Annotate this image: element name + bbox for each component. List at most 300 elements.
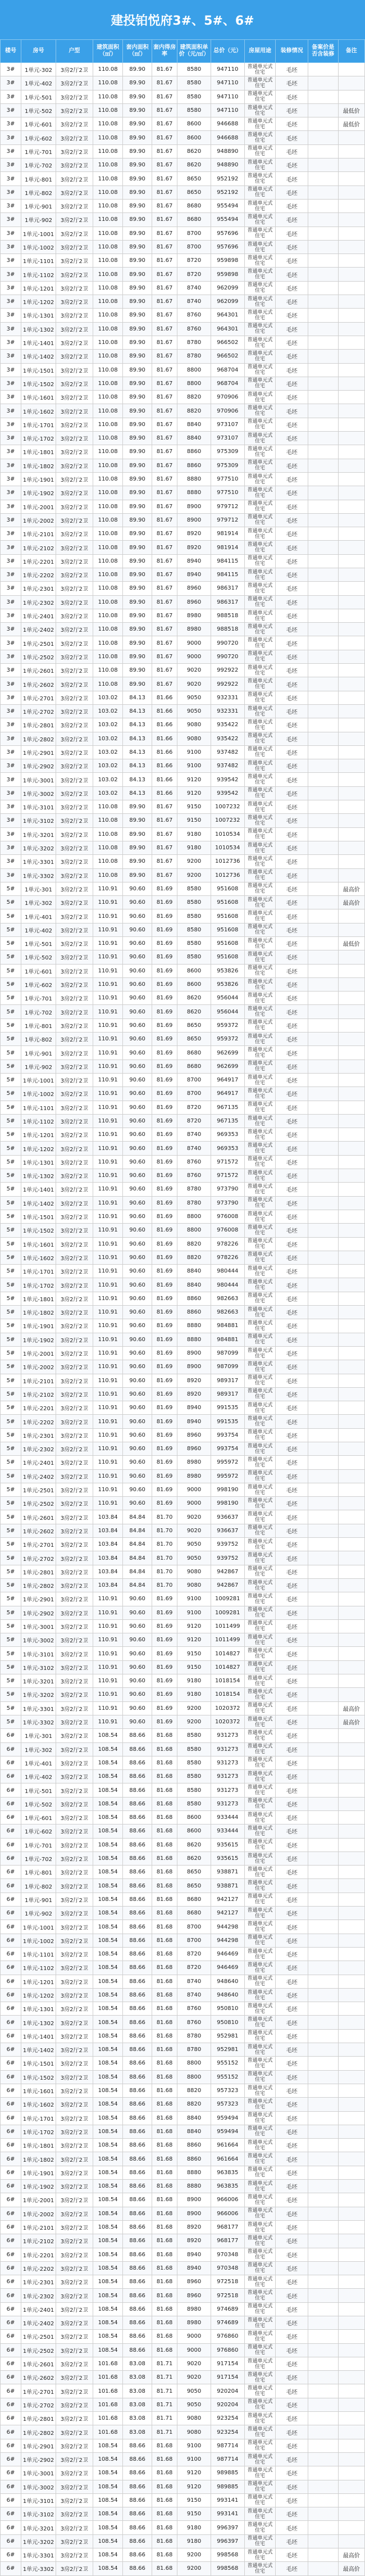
cell-decoration: 毛坯 <box>276 677 308 691</box>
cell-inner-area: 90.60 <box>123 1456 152 1469</box>
table-row <box>1 281 365 295</box>
cell-build-area: 110.08 <box>93 63 123 76</box>
cell-inner-ratio: 81.67 <box>152 500 177 513</box>
table-row <box>1 2275 365 2289</box>
cell-build-area: 108.54 <box>93 2111 123 2125</box>
cell-build-area: 108.54 <box>93 2070 123 2084</box>
cell-layout: 3房2厅2卫 <box>56 2220 93 2234</box>
cell-build-area: 110.91 <box>93 1387 123 1401</box>
cell-price-incl-deco <box>308 281 338 295</box>
cell-room: 1单元-3302 <box>21 2562 56 2575</box>
cell-building: 3# <box>1 445 21 459</box>
cell-room: 1单元-2202 <box>21 2261 56 2275</box>
cell-layout: 3房2厅2卫 <box>56 2452 93 2466</box>
table-row <box>1 568 365 581</box>
cell-usage: 普通单元式住宅 <box>244 1551 276 1565</box>
cell-building: 5# <box>1 1018 21 1032</box>
cell-inner-area: 90.60 <box>123 1278 152 1292</box>
cell-remark <box>338 363 364 377</box>
cell-inner-area: 88.66 <box>123 1742 152 1756</box>
cell-decoration: 毛坯 <box>276 1851 308 1865</box>
cell-build-area: 110.91 <box>93 1715 123 1728</box>
cell-room: 1单元-601 <box>21 964 56 977</box>
cell-build-area: 108.54 <box>93 2180 123 2193</box>
cell-inner-area: 83.08 <box>123 2371 152 2384</box>
cell-inner-ratio: 81.67 <box>152 404 177 418</box>
cell-price-incl-deco <box>308 445 338 459</box>
cell-room: 1单元-3002 <box>21 786 56 800</box>
cell-layout: 3房2厅2卫 <box>56 1961 93 1975</box>
cell-layout: 3房2厅2卫 <box>56 1278 93 1292</box>
cell-decoration: 毛坯 <box>276 445 308 459</box>
cell-inner-ratio: 81.67 <box>152 513 177 527</box>
cell-remark <box>338 254 364 268</box>
table-row <box>1 2466 365 2480</box>
cell-usage: 普通单元式住宅 <box>244 1333 276 1346</box>
cell-inner-ratio: 81.67 <box>152 336 177 349</box>
cell-build-area: 108.54 <box>93 1742 123 1756</box>
cell-inner-ratio: 81.70 <box>152 1551 177 1565</box>
cell-inner-ratio: 81.68 <box>152 1934 177 1947</box>
cell-decoration: 毛坯 <box>276 2384 308 2398</box>
cell-room: 1单元-2902 <box>21 2452 56 2466</box>
cell-remark <box>338 2425 364 2439</box>
cell-inner-ratio: 81.71 <box>152 2384 177 2398</box>
cell-price-incl-deco <box>308 1934 338 1947</box>
cell-usage: 普通单元式住宅 <box>244 227 276 240</box>
cell-remark <box>338 1797 364 1810</box>
cell-decoration: 毛坯 <box>276 691 308 704</box>
cell-build-area: 110.91 <box>93 1360 123 1374</box>
cell-decoration: 毛坯 <box>276 1497 308 1510</box>
table-row <box>1 527 365 541</box>
cell-layout: 3房2厅2卫 <box>56 377 93 390</box>
cell-price-incl-deco <box>308 896 338 909</box>
cell-build-area: 110.91 <box>93 923 123 936</box>
table-row <box>1 513 365 527</box>
cell-usage: 普通单元式住宅 <box>244 1783 276 1797</box>
cell-decoration: 毛坯 <box>276 650 308 663</box>
cell-remark <box>338 2330 364 2343</box>
cell-unit-price: 9180 <box>177 841 211 854</box>
cell-decoration: 毛坯 <box>276 103 308 117</box>
cell-inner-ratio: 81.67 <box>152 541 177 554</box>
cell-layout: 3房2厅2卫 <box>56 363 93 377</box>
cell-usage: 普通单元式住宅 <box>244 1756 276 1769</box>
cell-price-incl-deco <box>308 2275 338 2289</box>
cell-usage: 普通单元式住宅 <box>244 117 276 131</box>
cell-price-incl-deco <box>308 268 338 281</box>
table-row <box>1 336 365 349</box>
cell-inner-ratio: 81.69 <box>152 1606 177 1619</box>
cell-room: 1单元-1602 <box>21 2098 56 2111</box>
cell-price-incl-deco <box>308 2521 338 2534</box>
cell-inner-ratio: 81.69 <box>152 1018 177 1032</box>
cell-remark <box>338 1306 364 1319</box>
cell-build-area: 108.54 <box>93 1797 123 1810</box>
cell-room: 1单元-402 <box>21 1770 56 1783</box>
cell-build-area: 110.91 <box>93 1033 123 1046</box>
cell-inner-area: 90.60 <box>123 1701 152 1715</box>
table-row <box>1 2412 365 2425</box>
table-row <box>1 213 365 227</box>
cell-remark <box>338 2439 364 2452</box>
cell-price-incl-deco <box>308 868 338 882</box>
cell-decoration: 毛坯 <box>276 1811 308 1825</box>
table-row <box>1 2166 365 2179</box>
cell-price-incl-deco <box>308 1797 338 1810</box>
cell-inner-area: 90.60 <box>123 909 152 923</box>
cell-inner-ratio: 81.68 <box>152 2220 177 2234</box>
cell-room: 1单元-2302 <box>21 595 56 609</box>
cell-building: 6# <box>1 2057 21 2070</box>
cell-total-price: 944298 <box>211 1920 244 1934</box>
cell-price-incl-deco <box>308 1783 338 1797</box>
cell-inner-area: 83.08 <box>123 2384 152 2398</box>
cell-total-price: 955152 <box>211 2057 244 2070</box>
cell-build-area: 108.54 <box>93 2316 123 2329</box>
cell-building: 5# <box>1 1551 21 1565</box>
cell-total-price: 955494 <box>211 199 244 212</box>
cell-remark <box>338 1210 364 1223</box>
cell-build-area: 110.91 <box>93 1606 123 1619</box>
cell-remark <box>338 1360 364 1374</box>
cell-inner-area: 90.60 <box>123 1210 152 1223</box>
cell-remark <box>338 1660 364 1674</box>
cell-inner-ratio: 81.68 <box>152 1783 177 1797</box>
cell-usage: 普通单元式住宅 <box>244 636 276 650</box>
cell-unit-price: 9000 <box>177 1497 211 1510</box>
cell-total-price: 931273 <box>211 1783 244 1797</box>
cell-remark <box>338 964 364 977</box>
cell-building: 5# <box>1 1142 21 1155</box>
cell-build-area: 110.91 <box>93 1046 123 1060</box>
cell-build-area: 108.54 <box>93 2466 123 2480</box>
cell-price-incl-deco <box>308 1101 338 1114</box>
cell-unit-price: 8580 <box>177 923 211 936</box>
cell-inner-ratio: 81.69 <box>152 1360 177 1374</box>
cell-inner-ratio: 81.69 <box>152 1237 177 1251</box>
cell-inner-area: 84.13 <box>123 718 152 732</box>
cell-total-price: 998568 <box>211 2562 244 2575</box>
cell-usage: 普通单元式住宅 <box>244 2316 276 2329</box>
cell-decoration: 毛坯 <box>276 1087 308 1101</box>
cell-price-incl-deco <box>308 773 338 786</box>
cell-total-price: 946469 <box>211 1961 244 1975</box>
cell-decoration: 毛坯 <box>276 500 308 513</box>
cell-remark <box>338 992 364 1005</box>
cell-inner-ratio: 81.66 <box>152 773 177 786</box>
cell-room: 1单元-1902 <box>21 486 56 500</box>
cell-remark <box>338 172 364 185</box>
cell-remark <box>338 1619 364 1633</box>
cell-decoration: 毛坯 <box>276 1456 308 1469</box>
cell-remark <box>338 1128 364 1142</box>
cell-unit-price: 8580 <box>177 1770 211 1783</box>
cell-inner-area: 89.90 <box>123 554 152 568</box>
cell-build-area: 110.91 <box>93 909 123 923</box>
cell-room: 1单元-3302 <box>21 1715 56 1728</box>
table-row <box>1 185 365 199</box>
cell-total-price: 988518 <box>211 609 244 622</box>
cell-inner-ratio: 81.68 <box>152 2261 177 2275</box>
cell-build-area: 108.54 <box>93 2507 123 2521</box>
cell-layout: 3房2厅2卫 <box>56 2316 93 2329</box>
cell-layout: 3房2厅2卫 <box>56 2521 93 2534</box>
cell-room: 1单元-1402 <box>21 1196 56 1210</box>
cell-inner-ratio: 81.67 <box>152 650 177 663</box>
cell-usage: 普通单元式住宅 <box>244 2493 276 2507</box>
cell-build-area: 108.54 <box>93 1988 123 2002</box>
cell-decoration: 毛坯 <box>276 309 308 322</box>
cell-remark <box>338 513 364 527</box>
cell-usage: 普通单元式住宅 <box>244 1510 276 1524</box>
cell-room: 1单元-2001 <box>21 2193 56 2207</box>
cell-unit-price: 8980 <box>177 623 211 636</box>
cell-price-incl-deco <box>308 1920 338 1934</box>
cell-inner-area: 88.66 <box>123 2029 152 2043</box>
table-row <box>1 1538 365 1551</box>
cell-build-area: 110.91 <box>93 1346 123 1360</box>
table-row <box>1 2548 365 2562</box>
cell-building: 5# <box>1 1401 21 1415</box>
cell-total-price: 951608 <box>211 909 244 923</box>
cell-remark <box>338 1975 364 1988</box>
cell-usage: 普通单元式住宅 <box>244 2480 276 2493</box>
cell-usage: 普通单元式住宅 <box>244 2111 276 2125</box>
cell-usage: 普通单元式住宅 <box>244 309 276 322</box>
cell-building: 5# <box>1 1196 21 1210</box>
cell-inner-ratio: 81.68 <box>152 1825 177 1838</box>
cell-total-price: 970906 <box>211 404 244 418</box>
cell-room: 1单元-301 <box>21 882 56 895</box>
cell-building: 3# <box>1 827 21 841</box>
cell-price-incl-deco <box>308 1647 338 1660</box>
cell-layout: 3房2厅2卫 <box>56 1879 93 1893</box>
cell-build-area: 110.08 <box>93 841 123 854</box>
cell-decoration: 毛坯 <box>276 213 308 227</box>
cell-price-incl-deco <box>308 2425 338 2439</box>
cell-inner-ratio: 81.67 <box>152 459 177 472</box>
cell-building: 3# <box>1 704 21 718</box>
cell-total-price: 955152 <box>211 2070 244 2084</box>
cell-room: 1单元-3001 <box>21 2466 56 2480</box>
cell-remark <box>338 1183 364 1196</box>
table-row <box>1 1934 365 1947</box>
table-row <box>1 1415 365 1428</box>
cell-usage: 普通单元式住宅 <box>244 90 276 103</box>
cell-remark <box>338 1783 364 1797</box>
cell-unit-price: 8860 <box>177 459 211 472</box>
cell-usage: 普通单元式住宅 <box>244 950 276 964</box>
cell-build-area: 110.08 <box>93 117 123 131</box>
cell-decoration: 毛坯 <box>276 336 308 349</box>
cell-unit-price: 8600 <box>177 1825 211 1838</box>
cell-total-price: 931273 <box>211 1770 244 1783</box>
cell-price-incl-deco <box>308 472 338 486</box>
cell-remark <box>338 1060 364 1073</box>
cell-inner-area: 88.66 <box>123 2289 152 2302</box>
cell-usage: 普通单元式住宅 <box>244 295 276 309</box>
cell-remark <box>338 336 364 349</box>
cell-build-area: 108.54 <box>93 2207 123 2220</box>
cell-build-area: 108.54 <box>93 2261 123 2275</box>
cell-decoration: 毛坯 <box>276 1169 308 1183</box>
cell-decoration: 毛坯 <box>276 486 308 500</box>
cell-usage: 普通单元式住宅 <box>244 677 276 691</box>
cell-building: 6# <box>1 2152 21 2166</box>
table-row <box>1 377 365 390</box>
cell-price-incl-deco <box>308 2098 338 2111</box>
cell-room: 1单元-2502 <box>21 2343 56 2357</box>
cell-usage: 普通单元式住宅 <box>244 486 276 500</box>
cell-usage: 普通单元式住宅 <box>244 1169 276 1183</box>
cell-total-price: 967135 <box>211 1101 244 1114</box>
cell-usage: 普通单元式住宅 <box>244 2343 276 2357</box>
cell-remark <box>338 718 364 732</box>
table-row <box>1 500 365 513</box>
table-row <box>1 1578 365 1592</box>
cell-room: 1单元-1402 <box>21 2043 56 2057</box>
cell-layout: 3房2厅2卫 <box>56 1701 93 1715</box>
cell-inner-area: 88.66 <box>123 2466 152 2480</box>
cell-total-price: 1010534 <box>211 827 244 841</box>
cell-total-price: 969353 <box>211 1128 244 1142</box>
cell-total-price: 971572 <box>211 1169 244 1183</box>
cell-total-price: 937482 <box>211 745 244 759</box>
cell-inner-ratio: 81.67 <box>152 595 177 609</box>
cell-build-area: 108.54 <box>93 2289 123 2302</box>
cell-inner-ratio: 81.68 <box>152 2480 177 2493</box>
cell-unit-price: 8880 <box>177 2180 211 2193</box>
cell-decoration: 毛坯 <box>276 1333 308 1346</box>
cell-decoration: 毛坯 <box>276 1920 308 1934</box>
cell-layout: 3房2厅2卫 <box>56 1538 93 1551</box>
cell-room: 1单元-2201 <box>21 554 56 568</box>
cell-usage: 普通单元式住宅 <box>244 185 276 199</box>
cell-inner-area: 88.66 <box>123 1783 152 1797</box>
cell-layout: 3房2厅2卫 <box>56 704 93 718</box>
cell-price-incl-deco <box>308 103 338 117</box>
cell-inner-ratio: 81.69 <box>152 1210 177 1223</box>
cell-remark <box>338 1524 364 1537</box>
cell-layout: 3房2厅2卫 <box>56 281 93 295</box>
cell-build-area: 110.08 <box>93 295 123 309</box>
cell-inner-ratio: 81.67 <box>152 568 177 581</box>
cell-price-incl-deco <box>308 1387 338 1401</box>
cell-unit-price: 8580 <box>177 1783 211 1797</box>
cell-total-price: 923254 <box>211 2425 244 2439</box>
cell-remark <box>338 2316 364 2329</box>
cell-build-area: 108.54 <box>93 2548 123 2562</box>
cell-total-price: 968177 <box>211 2220 244 2234</box>
cell-inner-area: 83.08 <box>123 2425 152 2439</box>
cell-layout: 3房2厅2卫 <box>56 1292 93 1305</box>
table-row <box>1 1428 365 1442</box>
cell-inner-area: 89.90 <box>123 609 152 622</box>
cell-remark <box>338 691 364 704</box>
cell-remark <box>338 664 364 677</box>
cell-decoration: 毛坯 <box>276 1524 308 1537</box>
cell-layout: 3房2厅2卫 <box>56 1893 93 1906</box>
cell-usage: 普通单元式住宅 <box>244 2302 276 2316</box>
cell-remark <box>338 1428 364 1442</box>
table-row <box>1 868 365 882</box>
cell-decoration: 毛坯 <box>276 2493 308 2507</box>
cell-remark <box>338 1606 364 1619</box>
cell-inner-area: 88.66 <box>123 1851 152 1865</box>
cell-unit-price: 9050 <box>177 1538 211 1551</box>
cell-unit-price: 8680 <box>177 1060 211 1073</box>
cell-price-incl-deco <box>308 1428 338 1442</box>
cell-total-price: 1010534 <box>211 841 244 854</box>
cell-usage: 普通单元式住宅 <box>244 2029 276 2043</box>
cell-layout: 3房2厅2卫 <box>56 2180 93 2193</box>
cell-building: 5# <box>1 1210 21 1223</box>
cell-room: 1单元-1001 <box>21 1073 56 1086</box>
cell-room: 1单元-3202 <box>21 1688 56 1701</box>
cell-price-incl-deco <box>308 1811 338 1825</box>
cell-inner-ratio: 81.67 <box>152 554 177 568</box>
cell-build-area: 110.91 <box>93 1319 123 1333</box>
cell-decoration: 毛坯 <box>276 2534 308 2548</box>
cell-inner-area: 88.66 <box>123 1920 152 1934</box>
table-row <box>1 1729 365 1742</box>
cell-inner-area: 89.90 <box>123 513 152 527</box>
cell-room: 1单元-1502 <box>21 1224 56 1237</box>
cell-total-price: 977510 <box>211 472 244 486</box>
cell-remark <box>338 2452 364 2466</box>
cell-remark <box>338 1005 364 1018</box>
cell-inner-ratio: 81.66 <box>152 718 177 732</box>
cell-total-price: 947110 <box>211 103 244 117</box>
cell-layout: 3房2厅2卫 <box>56 2398 93 2411</box>
cell-unit-price: 9200 <box>177 855 211 868</box>
cell-decoration: 毛坯 <box>276 1442 308 1455</box>
cell-build-area: 103.02 <box>93 704 123 718</box>
cell-inner-ratio: 81.68 <box>152 2248 177 2261</box>
cell-inner-ratio: 81.67 <box>152 664 177 677</box>
cell-building: 3# <box>1 595 21 609</box>
cell-build-area: 110.08 <box>93 350 123 363</box>
cell-usage: 普通单元式住宅 <box>244 2070 276 2084</box>
cell-price-incl-deco <box>308 2534 338 2548</box>
cell-inner-ratio: 81.67 <box>152 800 177 814</box>
cell-room: 1单元-401 <box>21 909 56 923</box>
cell-layout: 3房2厅2卫 <box>56 1387 93 1401</box>
cell-build-area: 110.08 <box>93 90 123 103</box>
cell-inner-ratio: 81.68 <box>152 2275 177 2289</box>
cell-inner-ratio: 81.68 <box>152 1907 177 1920</box>
cell-total-price: 942867 <box>211 1565 244 1578</box>
cell-building: 6# <box>1 2521 21 2534</box>
cell-layout: 3房2厅2卫 <box>56 1456 93 1469</box>
cell-room: 1单元-1401 <box>21 336 56 349</box>
cell-decoration: 毛坯 <box>276 1292 308 1305</box>
cell-remark <box>338 2084 364 2097</box>
cell-price-incl-deco <box>308 2152 338 2166</box>
price-table <box>0 39 365 2576</box>
table-row <box>1 2452 365 2466</box>
cell-remark <box>338 2412 364 2425</box>
cell-price-incl-deco <box>308 1142 338 1155</box>
cell-inner-area: 90.60 <box>123 1346 152 1360</box>
cell-build-area: 103.84 <box>93 1565 123 1578</box>
cell-build-area: 110.08 <box>93 76 123 90</box>
cell-room: 1单元-3101 <box>21 800 56 814</box>
cell-build-area: 110.91 <box>93 1005 123 1018</box>
cell-unit-price: 9080 <box>177 718 211 732</box>
